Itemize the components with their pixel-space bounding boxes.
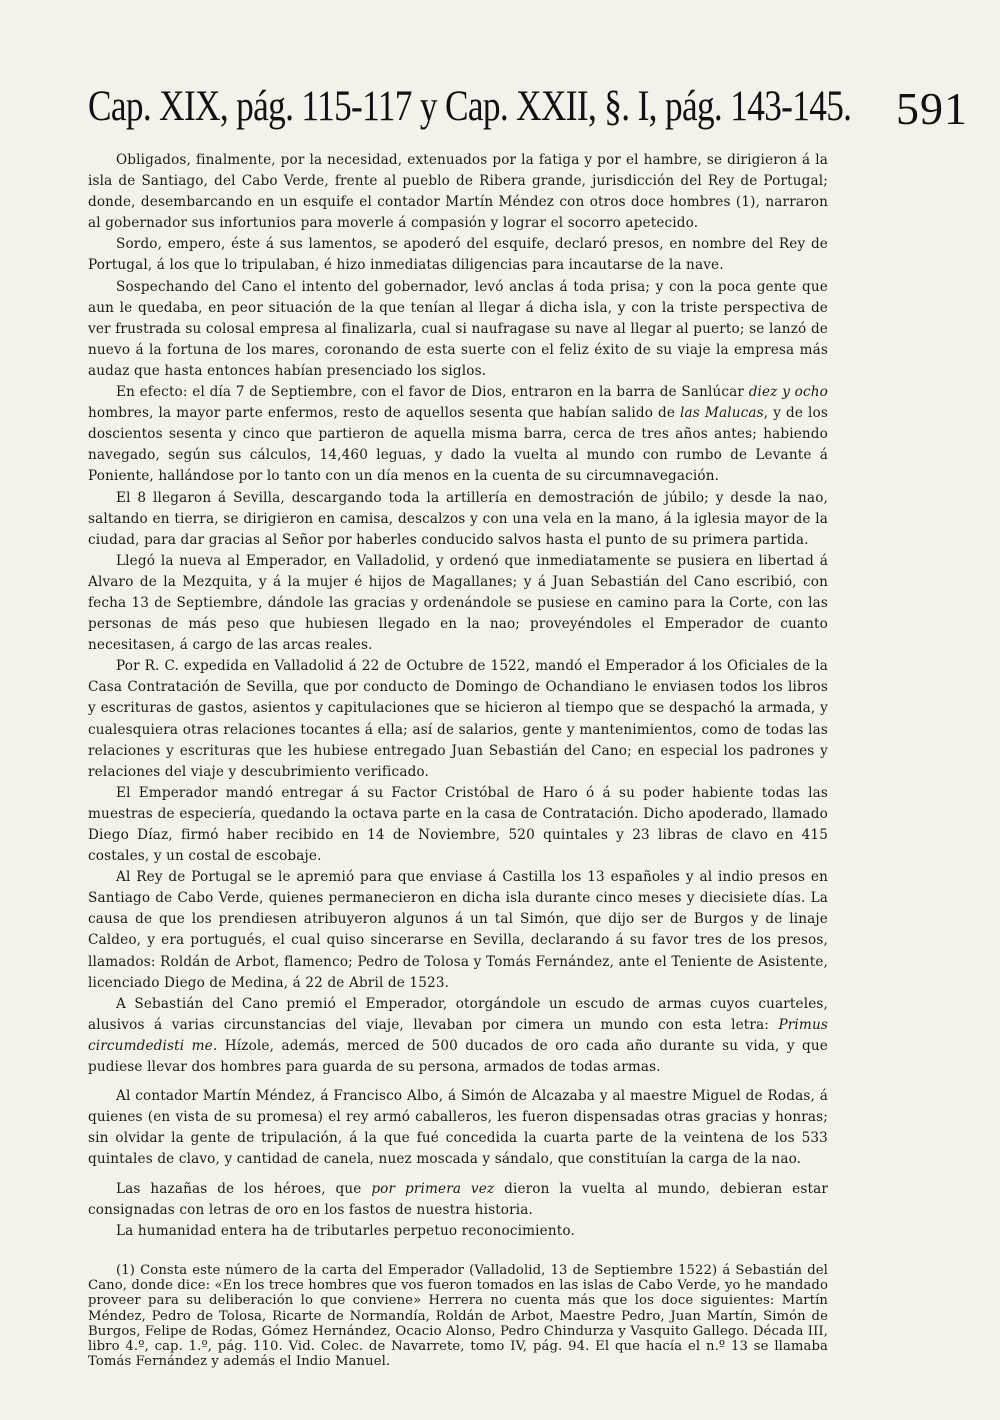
paragraph-4-part-c: , y de los doscientos sesenta y cinco que partieron de aquella misma barra, cerca de tres años antes; habiendo navegado, según sus cálculos, 14,460 leguas, y dado la vuelta al mundo con rumbo de Levante á Poniente, hallándose por lo tanto con un día menos en la cuenta de su circumnavegación. xyxy=(88,405,828,485)
paragraph-12-italic: por primera vez xyxy=(371,1180,495,1197)
paragraph-1: Obligados, finalmente, por la necesidad, extenuados por la fatiga y por el hambre, se dirigieron á la isla de Santiago, del Cabo Verde, frente al pueblo de Ribera grande, jurisdicción del Rey de Portugal; donde, desembarcando en un esquife el contador Martín Méndez con otros doce hombres (1), narraron al gobernador sus infortunios para moverle á compasión y lograr el socorro apetecido. xyxy=(88,152,828,232)
running-title: Cap. XIX, pág. 115-117 y Cap. XXII, §. I, pág. 143-145. xyxy=(88,83,852,130)
paragraph-4-part-a: En efecto: el día 7 de Septiembre, con el favor de Dios, entraron en la barra de Sanlúcar xyxy=(116,384,749,401)
paragraph-12 xyxy=(88,1179,828,1221)
paragraph-7: Por R. C. expedida en Valladolid á 22 de Octubre de 1522, mandó el Emperador á los Oficiales de la Casa Contratación de Sevilla, que por conducto de Domingo de Ochandiano le enviasen todos los libros y escrituras de gastos, asientos y capitulaciones que se hicieron al tiempo que se despachó la armada, y cualesquiera otras relaciones tocantes á ella; así de salarios, gente y mantenimientos, como de todas las relaciones y escrituras que les hubiese entregado Juan Sebastián del Cano; en especial los padrones y relaciones del viaje y descubrimiento verificado. xyxy=(88,658,828,780)
paragraph-8: El Emperador mandó entregar á su Factor Cristóbal de Haro ó á su poder habiente todas las muestras de especiería, quedando la octava parte en la casa de Contratación. Dicho apoderado, llamado Diego Díaz, firmó haber recibido en 14 de Noviembre, 520 quintales y 23 libras de clavo en 415 costales, y un costal de escobaje. xyxy=(88,784,828,865)
paragraph-11: Al contador Martín Méndez, á Francisco Albo, á Simón de Alcazaba y al maestre Miguel de Rodas, á quienes (en vista de su promesa) el rey armó caballeros, les fueron dispensadas otras gracias y honras; sin olvidar la gente de tripulación, á la que fué concedida la cuarta parte de la veintena de los 533 quintales de clavo, y cantidad de canela, nuez moscada y sándalo, que constituían la carga de la nao. xyxy=(88,1088,828,1168)
paragraph-12-part-b: dieron la vuelta al mundo, debieran estar consignadas con letras de oro en los fastos de nuestra historia. xyxy=(88,1180,828,1218)
paragraph-4-part-b: hombres, la mayor parte enfermos, resto de aquellos sesenta que habían salido de xyxy=(88,405,681,422)
body-text xyxy=(88,150,828,1242)
paragraph-13: La humanidad entera ha de tributarles perpetuo reconocimiento. xyxy=(116,1222,575,1239)
paragraph-6: Llegó la nueva al Emperador, en Valladolid, y ordenó que inmediatamente se pusiera en libertad á Alvaro de la Mezquita, y á la mujer é hijos de Magallanes; y á Juan Sebastián del Cano escribió, con fecha 13 de Septiembre, dándole las gracias y ordenándole se pusiese en camino para la Corte, con las personas de más peso que hubiesen llegado en la nao; proveyéndoles el Emperador de cuanto necesitasen, á cargo de las arcas reales. xyxy=(88,552,828,654)
page-header xyxy=(88,82,968,152)
paragraph-5: El 8 llegaron á Sevilla, descargando toda la artillería en demostración de júbilo; y desde la nao, saltando en tierra, se dirigieron en camisa, descalzos y con una vela en la mano, á la iglesia mayor de la ciudad, para dar gracias al Señor por haberles conducido salvos hasta el punto de su primera partida. xyxy=(88,489,828,548)
footnotes xyxy=(88,1263,828,1369)
paragraph-4 xyxy=(88,382,828,487)
paragraph-10-part-a: A Sebastián del Cano premió el Emperador, otorgándole un escudo de armas cuyos cuarteles, alusivos á varias circunstancias del viaje, llevaban por cimera un mundo con esta letra: xyxy=(88,995,828,1033)
page-number: 591 xyxy=(896,83,968,134)
paragraph-10-part-b: Hízole, además, merced de 500 ducados de oro cada año durante su vida, y que pudiese llevar dos hombres para guarda de su persona, armados de todas armas. xyxy=(88,1037,828,1076)
footnote-1: (1) Consta este número de la carta del Emperador (Valladolid, 13 de Septiembre 1522) á Sebastián del Cano, donde dice: «En los trece hombres que vos fueron tomados en las islas de Cabo Verde, yo he mandado proveer para su deliberación lo que conviene» Herrera no cuenta más que los doce siguientes: Martín Méndez, Pedro de Tolosa, Ricarte de Normandía, Roldán de Arbot, Maestre Pedro, Juan Martín, Simón de Burgos, Felipe de Rodas, Gómez Hernández, Ocacio Alonso, Pedro Chindurza y Vasquito Gallego. Década III, libro 4.º, cap. 1.º, pág. 110. Vid. Colec. de Navarrete, tomo IV, pág. 94. El que hacía el n.º 13 se llamaba Tomás Fernández y además el Indio Manuel. xyxy=(88,1263,828,1370)
paragraph-12-part-a: Las hazañas de los héroes, que xyxy=(116,1180,372,1197)
paragraph-2: Sordo, empero, éste á sus lamentos, se apoderó del esquife, declaró presos, en nombre del Rey de Portugal, á los que lo tripulaban, é hizo inmediatas diligencias para incautarse de la nave. xyxy=(88,236,828,274)
paragraph-4-italic-count: diez y ocho xyxy=(748,384,828,401)
paragraph-4-italic-place: las Malucas xyxy=(680,405,764,422)
paragraph-10 xyxy=(88,994,828,1078)
paragraph-3: Sospechando del Cano el intento del gobernador, levó anclas á toda prisa; y con la poca gente que aun le quedaba, en peor situación de la que tenían al llegar á dicha isla, y con la triste perspectiva de ver frustrada su colosal empresa al finalizarla, cual si naufragase su nave al llegar al puerto; se lanzó de nuevo á la fortuna de los mares, coronando de esta suerte con el feliz éxito de su viaje la empresa más audaz que hasta entonces habían presenciado los siglos. xyxy=(88,278,828,379)
paragraph-10-italic-motto: Primus circumdedisti me. xyxy=(88,1016,828,1054)
paragraph-9: Al Rey de Portugal se le apremió para que enviase á Castilla los 13 españoles y al indio presos en Santiago de Cabo Verde, quienes permanecieron en dicha isla durante cinco meses y diecisiete días. La causa de que los prendiesen atribuyeron algunos á un tal Simón, que dijo ser de Burgos y de linaje Caldeo, y era portugués, el cual quiso sincerarse en Sevilla, declarando á su favor tres de los presos, llamados: Roldán de Arbot, flamenco; Pedro de Tolosa y Tomás Fernández, ante el Teniente de Asistente, licenciado Diego de Medina, á 22 de Abril de 1523. xyxy=(88,869,828,991)
